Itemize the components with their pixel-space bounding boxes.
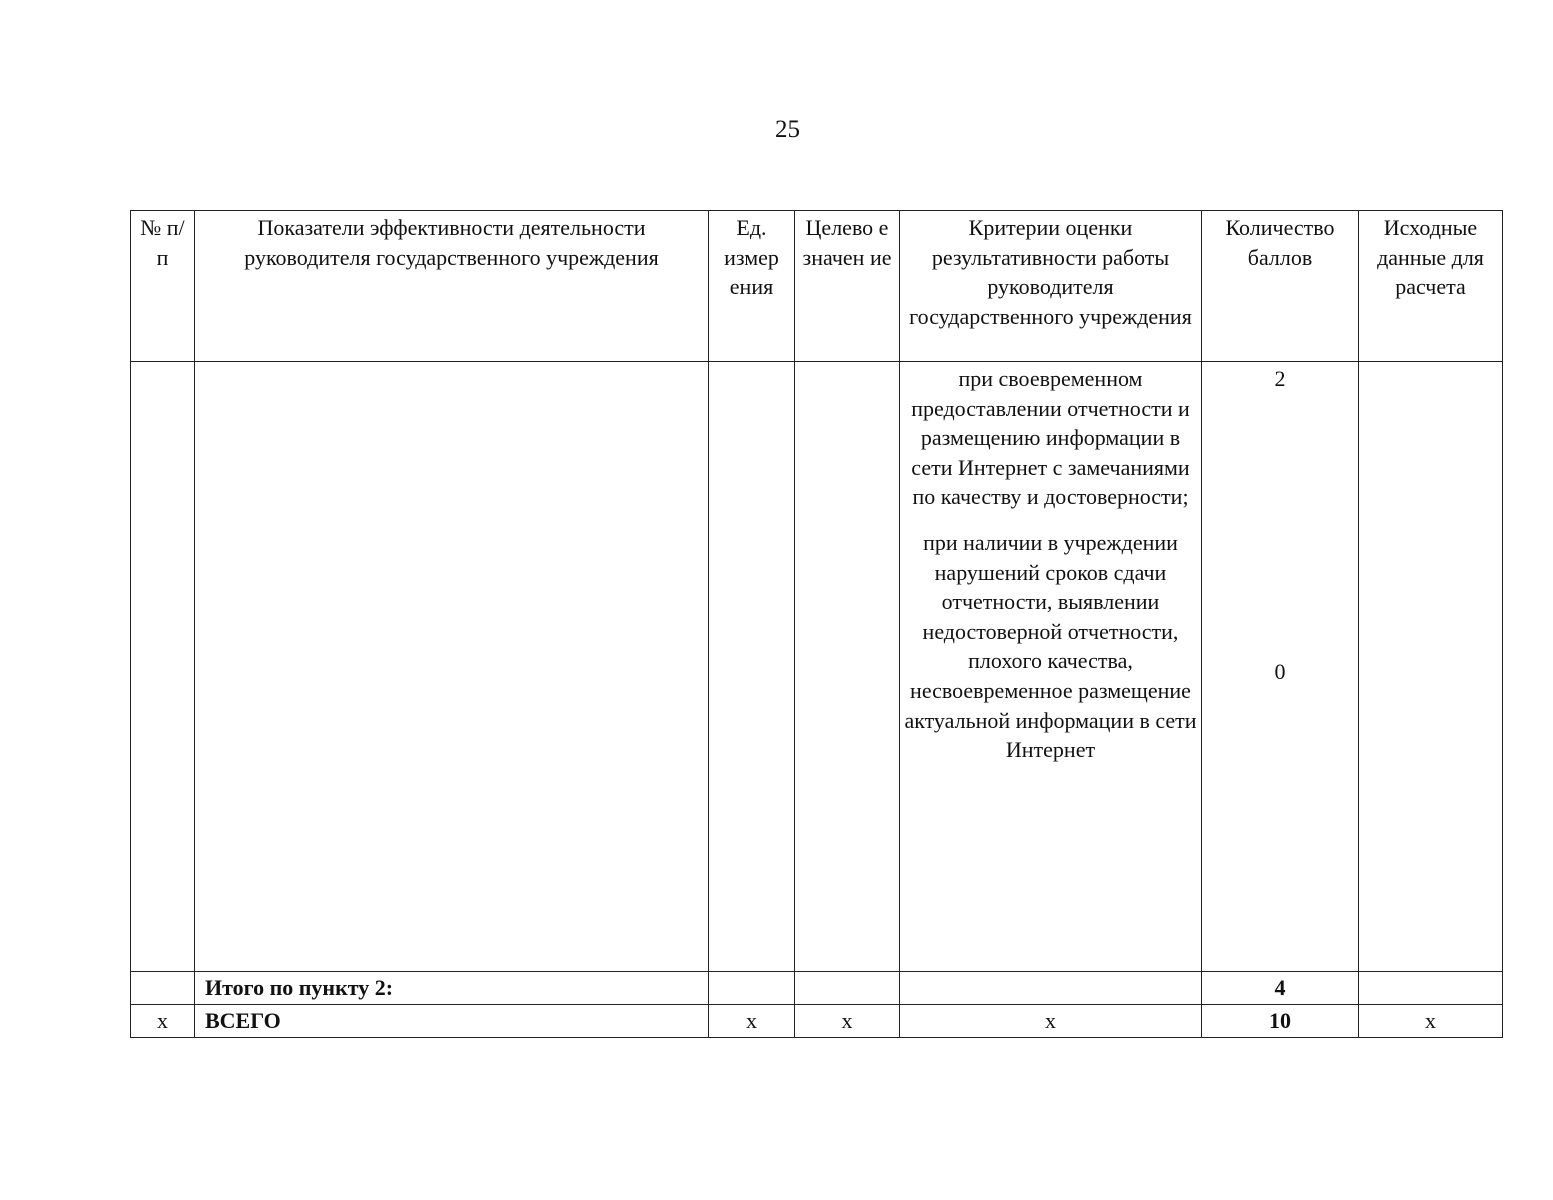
total-criteria	[900, 972, 1202, 1005]
header-num: № п/п	[131, 211, 195, 362]
header-points: Количество баллов	[1202, 211, 1359, 362]
total-label: Итого по пункту 2:	[195, 972, 709, 1005]
points-timely: 2	[1274, 366, 1286, 391]
table-header-row	[131, 211, 1503, 362]
total-row	[131, 972, 1503, 1005]
total-source	[1359, 972, 1503, 1005]
cell-points	[1202, 362, 1359, 972]
points-violations: 0	[1274, 658, 1286, 684]
cell-unit	[709, 362, 795, 972]
cell-indicator	[195, 362, 709, 972]
grand-source: х	[1359, 1005, 1503, 1038]
cell-criteria	[900, 362, 1202, 972]
indicators-table	[130, 210, 1503, 1038]
grand-num: х	[131, 1005, 195, 1038]
total-target	[795, 972, 900, 1005]
header-target: Целево е значен ие	[795, 211, 900, 362]
grand-target: х	[795, 1005, 900, 1038]
header-indicator: Показатели эффективности деятельности руководителя государственного учреждения	[195, 211, 709, 362]
header-source: Исходные данные для расчета	[1359, 211, 1503, 362]
table-row	[131, 362, 1503, 972]
grand-label: ВСЕГО	[195, 1005, 709, 1038]
total-unit	[709, 972, 795, 1005]
page-number: 25	[775, 116, 800, 143]
criterion-spacer	[904, 512, 1197, 528]
cell-target	[795, 362, 900, 972]
total-num	[131, 972, 195, 1005]
header-unit: Ед. измер ения	[709, 211, 795, 362]
total-points: 4	[1202, 972, 1359, 1005]
header-criteria: Критерии оценки результативности работы руководителя государственного учреждения	[900, 211, 1202, 362]
grand-points: 10	[1202, 1005, 1359, 1038]
criterion-timely: при своевременном предоставлении отчетности и размещению информации в сети Интернет с замечаниями по качеству и достоверности;	[911, 366, 1190, 510]
criterion-violations: при наличии в учреждении нарушений сроков сдачи отчетности, выявлении недостоверной отчетности, плохого качества, несвоевременное размещение актуальной информации в сети Интернет	[904, 529, 1197, 763]
grand-criteria: х	[900, 1005, 1202, 1038]
grand-total-row	[131, 1005, 1503, 1038]
cell-source	[1359, 362, 1503, 972]
cell-num	[131, 362, 195, 972]
grand-unit: х	[709, 1005, 795, 1038]
